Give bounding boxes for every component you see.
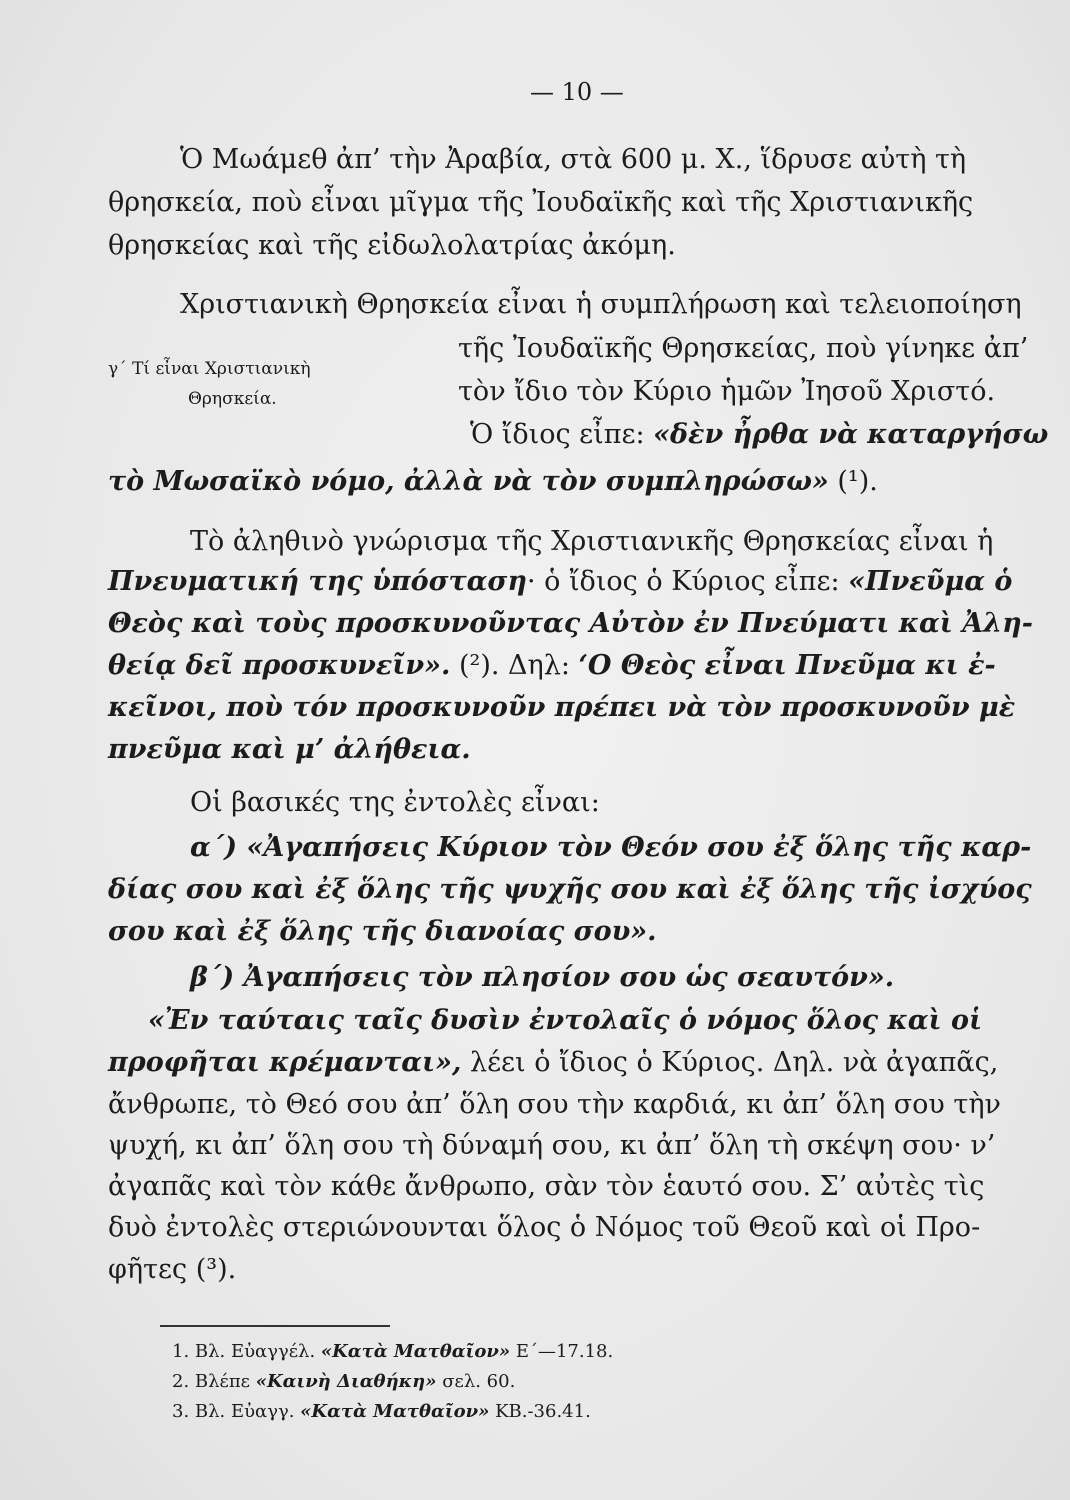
paragraph-2-line-4: Ὁ ἴδιος εἶπε: «δὲν ἦρθα νὰ καταργήσω — [470, 419, 1049, 450]
commandment-b: β΄) Ἀγαπήσεις τὸν πλησίον σου ὡς σεαυτόν». — [190, 962, 895, 993]
footnote-1: 1. Βλ. Εὐαγγέλ. «Κατὰ Ματθαῖον» Ε΄—17.18. — [172, 1341, 614, 1362]
commandment-a-line-1: α΄) «Ἀγαπήσεις Κύριον τὸν Θεόν σου ἐξ ὅλης τῆς καρ- — [190, 832, 1032, 863]
paragraph-2-line-2: τῆς Ἰουδαϊκῆς Θρησκείας, ποὺ γίνηκε ἀπ’ — [458, 333, 1029, 364]
paragraph-1-line-3: θρησκείας καὶ τῆς εἰδωλολατρίας ἀκόμη. — [108, 230, 676, 261]
footnote-2: 2. Βλέπε «Καινὴ Διαθήκη» σελ. 60. — [172, 1371, 516, 1392]
paragraph-3-line-6: πνεῦμα καὶ μ’ ἀλήθεια. — [108, 734, 471, 765]
paragraph-2-line-3: τὸν ἴδιο τὸν Κύριο ἡμῶν Ἰησοῦ Χριστό. — [458, 376, 996, 407]
paragraph-3-line-3: Θεὸς καὶ τοὺς προσκυνοῦντας Αὐτὸν ἐν Πνεύματι καὶ Ἀλη- — [108, 608, 1033, 639]
paragraph-5-line-2: προφῆται κρέμανται», λέει ὁ ἴδιος ὁ Κύριος. Δηλ. νὰ ἀγαπᾶς, — [108, 1047, 999, 1078]
paragraph-3-line-2: Πνευματική της ὑπόσταση· ὁ ἴδιος ὁ Κύριος εἶπε: «Πνεῦμα ὁ — [108, 566, 1013, 597]
footnote-3: 3. Βλ. Εὐαγγ. «Κατὰ Ματθαῖον» ΚΒ.-36.41. — [172, 1401, 591, 1422]
page-number: — 10 — — [530, 78, 624, 106]
paragraph-3-line-1: Τὸ ἀληθινὸ γνώρισμα τῆς Χριστιανικῆς Θρησκείας εἶναι ἡ — [190, 526, 994, 557]
commandment-a-line-2: δίας σου καὶ ἐξ ὅλης τῆς ψυχῆς σου καὶ ἐξ ὅλης τῆς ἰσχύος — [108, 874, 1032, 905]
commandments-intro: Οἱ βασικές της ἐντολὲς εἶναι: — [190, 787, 600, 818]
paragraph-3-line-4: θείᾳ δεῖ προσκυνεῖν». (²). Δηλ: ‘Ο Θεὸς εἶναι Πνεῦμα κι ἐ- — [108, 650, 996, 681]
margin-note-line-1: γ΄ Τί εἶναι Χριστιανικὴ — [108, 359, 311, 379]
paragraph-5-line-7: φῆτες (³). — [108, 1254, 237, 1285]
commandment-a-line-3: σου καὶ ἐξ ὅλης τῆς διανοίας σου». — [108, 916, 657, 947]
footnote-divider — [160, 1325, 390, 1327]
paragraph-2-line-5: τὸ Μωσαϊκὸ νόμο, ἀλλὰ νὰ τὸν συμπληρώσω» (¹). — [108, 466, 878, 497]
paragraph-5-line-5: ἀγαπᾶς καὶ τὸν κάθε ἄνθρωπο, σὰν τὸν ἑαυτό σου. Σ’ αὐτὲς τὶς — [108, 1171, 985, 1202]
margin-note-line-2: Θρησκεία. — [188, 389, 277, 409]
paragraph-2-line-1: Χριστιανικὴ Θρησκεία εἶναι ἡ συμπλήρωση καὶ τελειοποίηση — [180, 289, 1022, 320]
paragraph-1-line-2: θρησκεία, ποὺ εἶναι μῖγμα τῆς Ἰουδαϊκῆς καὶ τῆς Χριστιανικῆς — [108, 187, 974, 218]
paragraph-5-line-6: δυὸ ἐντολὲς στεριώνουνται ὅλος ὁ Νόμος τοῦ Θεοῦ καὶ οἱ Προ- — [108, 1212, 981, 1243]
paragraph-5-line-4: ψυχή, κι ἀπ’ ὅλη σου τὴ δύναμή σου, κι ἀπ’ ὅλη τὴ σκέψη σου· ν’ — [108, 1130, 996, 1161]
paragraph-1-line-1: Ὁ Μωάμεθ ἀπ’ τὴν Ἀραβία, στὰ 600 μ. Χ., ἵδρυσε αὐτὴ τὴ — [180, 144, 967, 175]
paragraph-3-line-5: κεῖνοι, ποὺ τόν προσκυνοῦν πρέπει νὰ τὸν προσκυνοῦν μὲ — [108, 692, 1016, 723]
paragraph-5-line-3: ἄνθρωπε, τὸ Θεό σου ἀπ’ ὅλη σου τὴν καρδιά, κι ἀπ’ ὅλη σου τὴν — [108, 1089, 1001, 1120]
paragraph-5-line-1: «Ἐν ταύταις ταῖς δυσὶν ἐντολαῖς ὁ νόμος ὅλος καὶ οἱ — [148, 1005, 983, 1036]
